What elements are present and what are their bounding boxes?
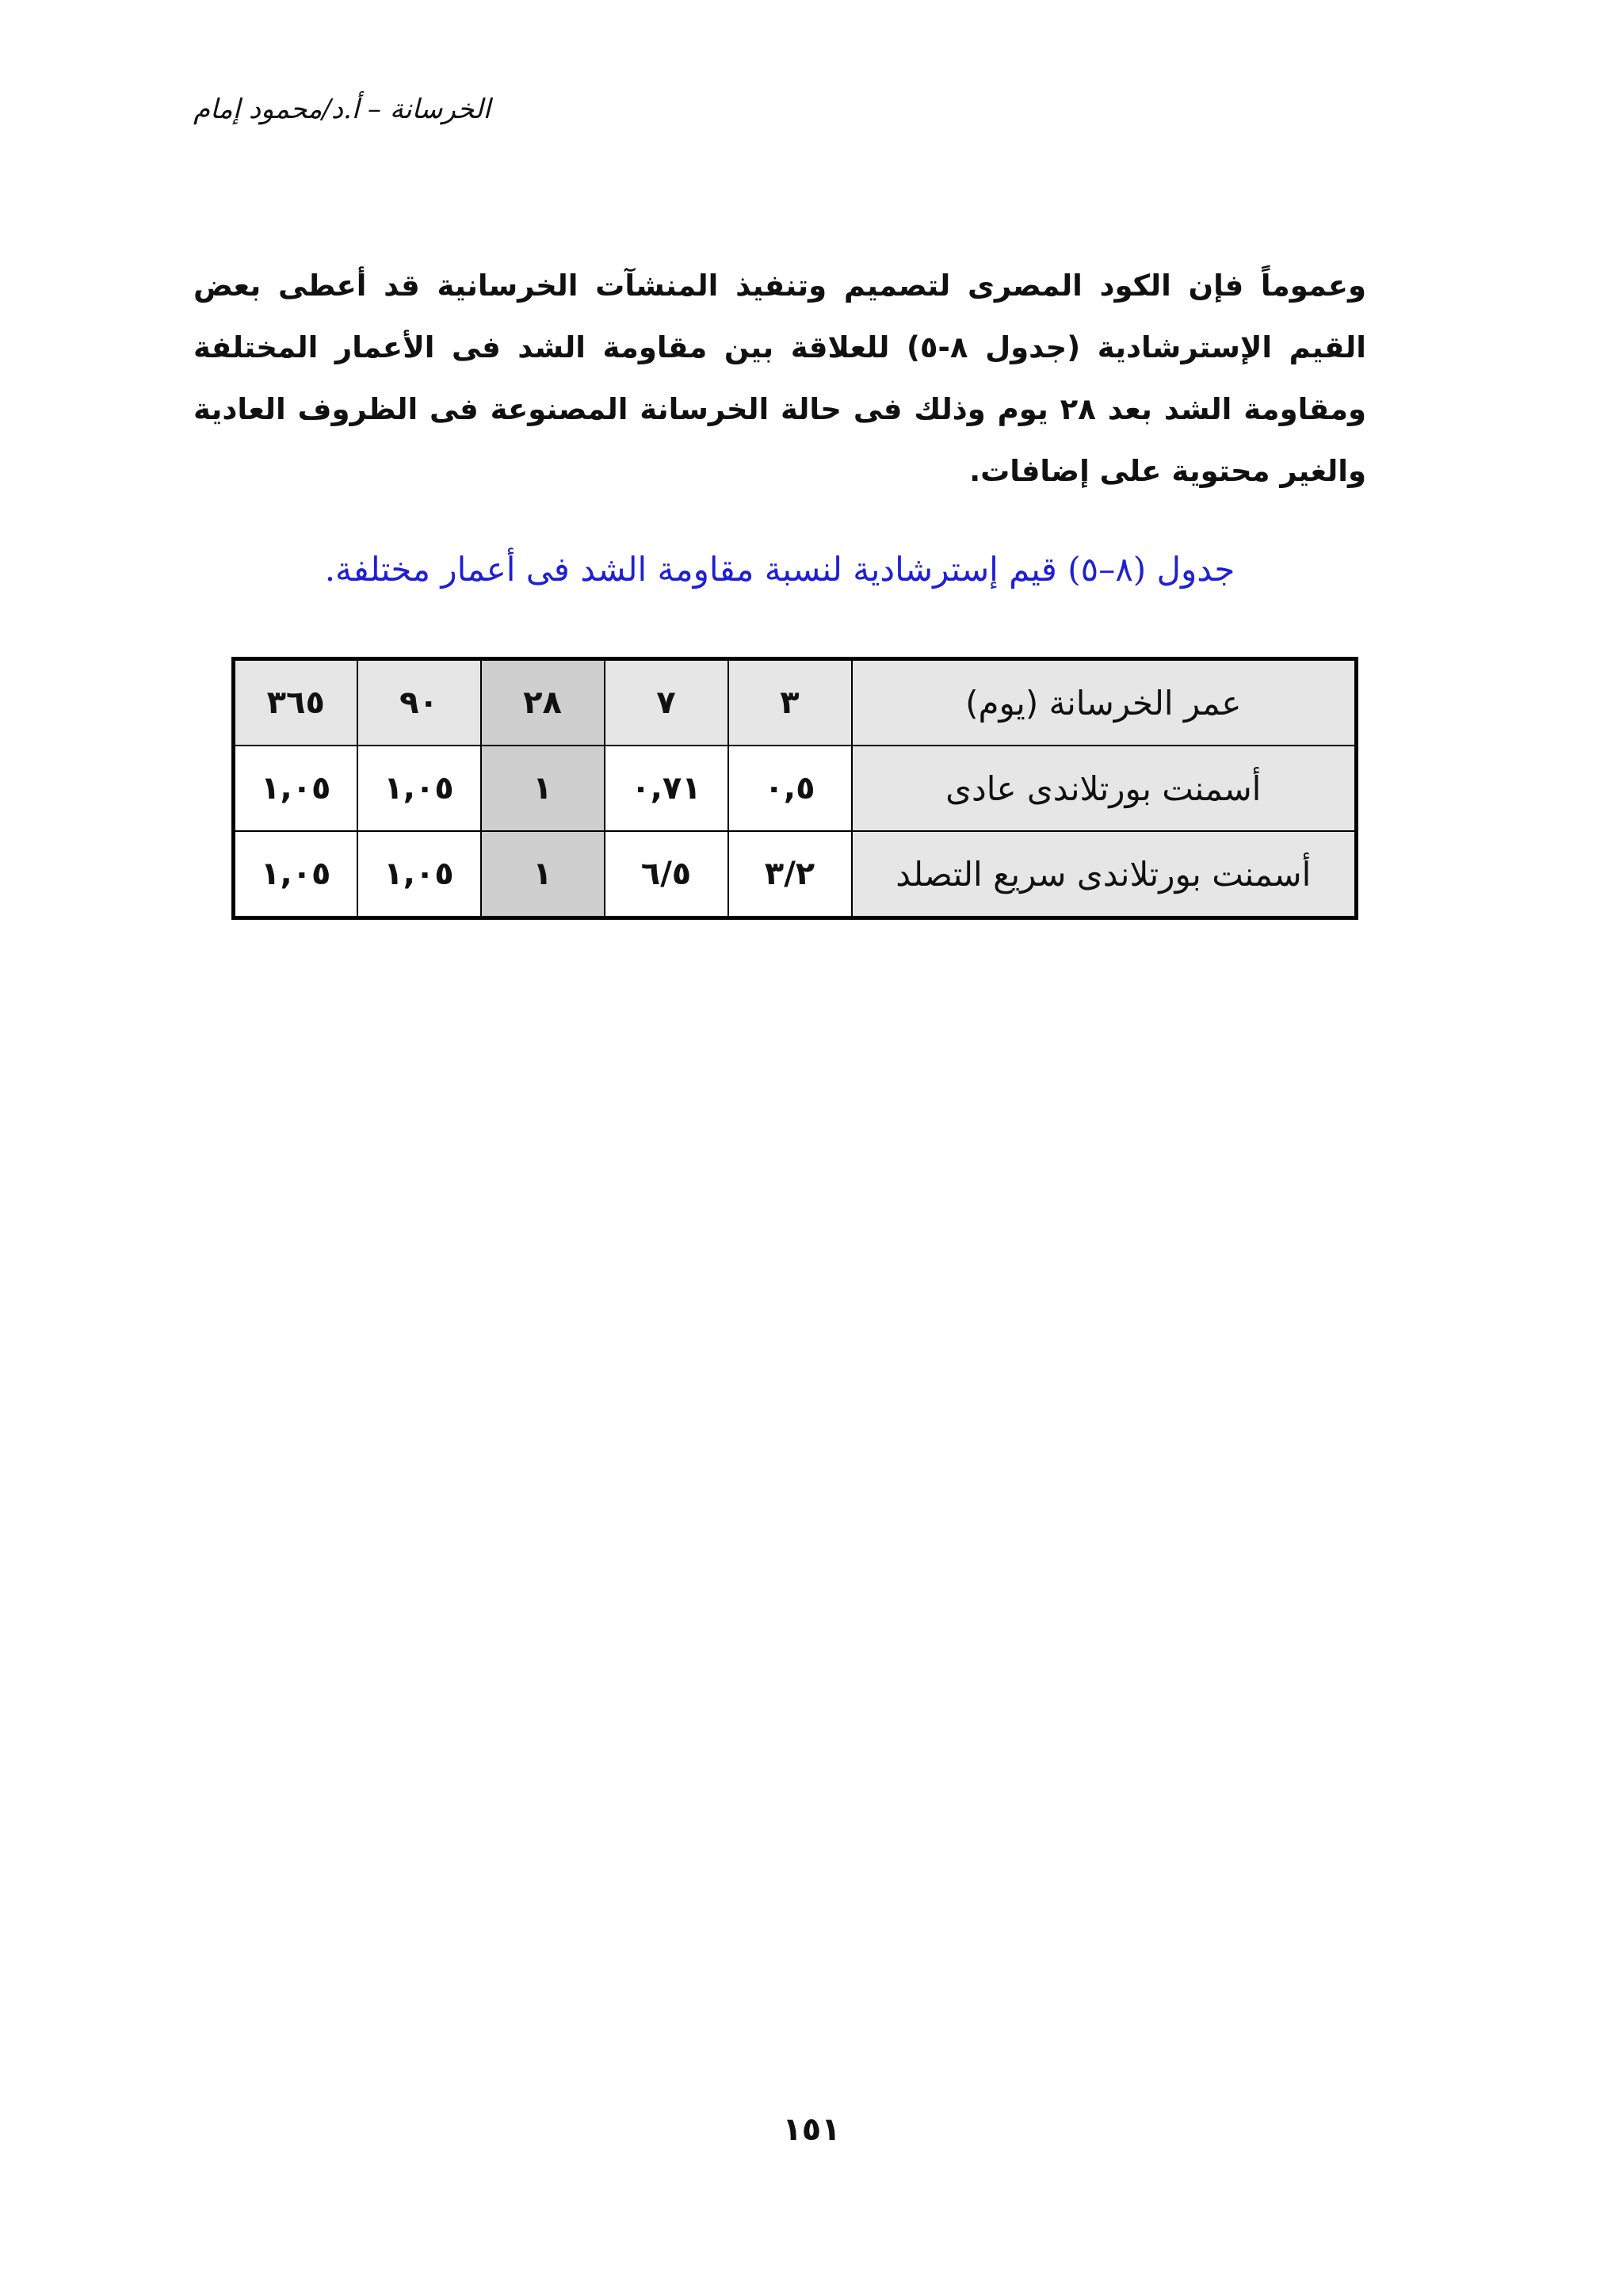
value-cell: ٠,٧١ [605, 746, 728, 831]
table-row [234, 831, 1357, 918]
table-header-row [234, 659, 1357, 746]
header-age-cell: ٩٠ [357, 659, 481, 746]
header-age-cell: ٧ [605, 659, 728, 746]
value-cell: ١,٠٥ [234, 831, 357, 918]
value-cell: ١,٠٥ [357, 746, 481, 831]
value-cell: ١,٠٥ [234, 746, 357, 831]
value-cell: ٦/٥ [605, 831, 728, 918]
value-cell: ١ [481, 831, 605, 918]
table-caption: جدول (٨–٥) قيم إسترشادية لنسبة مقاومة الشد فى أعمار مختلفة. [324, 550, 1235, 589]
header-label-cell: عمر الخرسانة (يوم) [852, 659, 1357, 746]
value-cell: ٣/٢ [728, 831, 852, 918]
table-row [234, 746, 1357, 831]
value-cell: ١,٠٥ [357, 831, 481, 918]
header-age-cell: ٣٦٥ [234, 659, 357, 746]
header-age-cell: ٣ [728, 659, 852, 746]
page-number: ١٥١ [782, 2111, 841, 2148]
body-paragraph: وعموماً فإن الكود المصرى لتصميم وتنفيذ المنشآت الخرسانية قد أعطى بعض القيم الإسترشادية (جدول ٨-٥) للعلاقة بين مقاومة الشد فى الأعمار المختلفة ومقاومة الشد بعد ٢٨ يوم وذلك فى حالة الخرسانة المصنوعة فى الظروف العادية والغير محتوية على إضافات. [193, 269, 1366, 488]
tensile-strength-ratio-table [231, 657, 1358, 920]
running-header: الخرسانة – أ.د/محمود إمام [193, 93, 491, 125]
row-label-cell: أسمنت بورتلاندى عادى [852, 746, 1357, 831]
value-cell: ١ [481, 746, 605, 831]
value-cell: ٠,٥ [728, 746, 852, 831]
header-age-cell: ٢٨ [481, 659, 605, 746]
row-label-cell: أسمنت بورتلاندى سريع التصلد [852, 831, 1357, 918]
